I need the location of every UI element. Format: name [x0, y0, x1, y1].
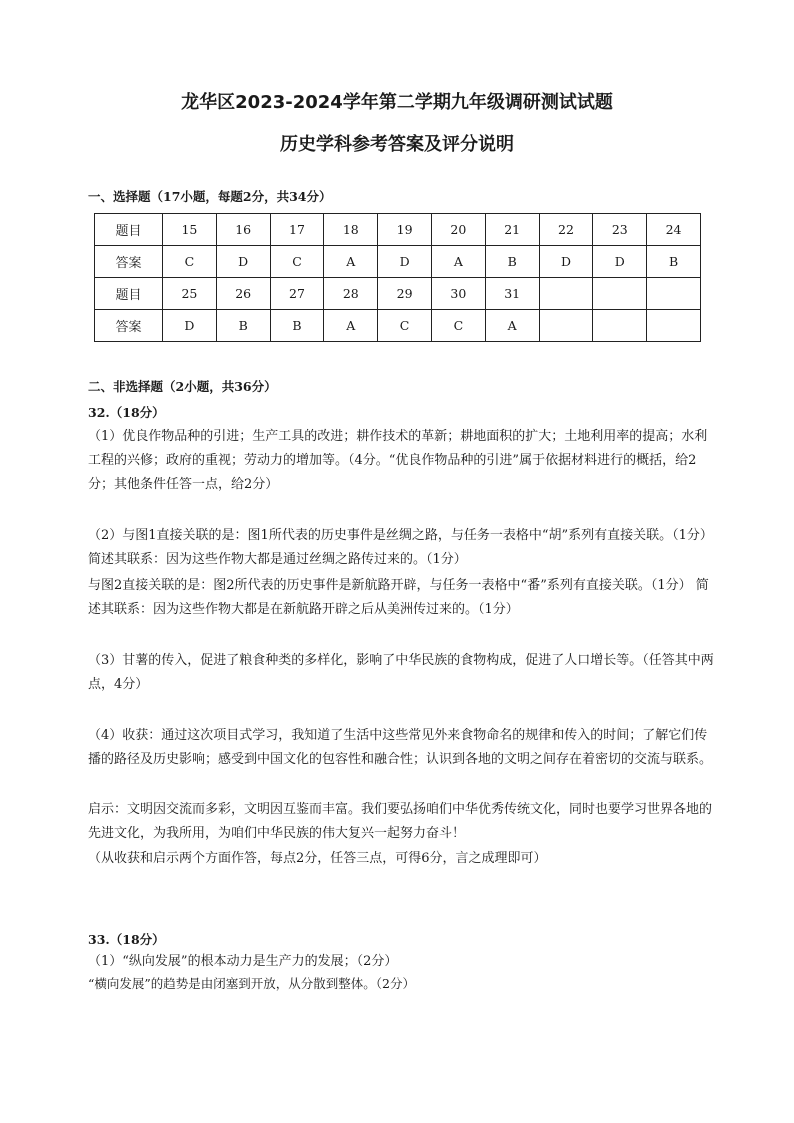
answer-table-cell: A — [324, 246, 378, 278]
answer-table-cell: 24 — [647, 214, 701, 246]
answer-table-row — [95, 278, 701, 310]
q32-part2-fig1: （2）与图1直接关联的是：图1所代表的历史事件是丝绸之路，与任务一表格中“胡”系列有直接关联。（1分） 简述其联系：因为这些作物大都是通过丝绸之路传过来的。（1分） — [88, 528, 713, 567]
answer-table-cell: D — [163, 310, 217, 342]
answer-table-row-label: 题目 — [95, 278, 163, 310]
q33-heading: 33.（18分） — [88, 932, 165, 947]
answer-table-cell: 20 — [431, 214, 485, 246]
answer-table-cell: 29 — [378, 278, 432, 310]
answer-table-cell — [539, 310, 593, 342]
answer-table-cell — [539, 278, 593, 310]
answer-table-cell: 22 — [539, 214, 593, 246]
answer-table-row — [95, 214, 701, 246]
answer-table-cell: 19 — [378, 214, 432, 246]
answer-table-cell: A — [431, 246, 485, 278]
answer-table-cell: 17 — [270, 214, 324, 246]
answer-table-cell: 27 — [270, 278, 324, 310]
answer-table-cell: B — [485, 246, 539, 278]
answer-table-cell: 23 — [593, 214, 647, 246]
q33-part1-line1: （1）“纵向发展”的根本动力是生产力的发展；（2分） — [88, 954, 398, 969]
answer-table-cell: A — [485, 310, 539, 342]
answer-table-cell: 15 — [163, 214, 217, 246]
answer-table-cell: C — [270, 246, 324, 278]
answer-table-cell: C — [378, 310, 432, 342]
answer-table-cell — [647, 310, 701, 342]
answer-table-cell — [647, 278, 701, 310]
answer-table-row-label: 答案 — [95, 246, 163, 278]
q32-heading: 32.（18分） — [88, 405, 165, 420]
answer-table-cell — [593, 310, 647, 342]
page-title: 龙华区2023-2024学年第二学期九年级调研测试试题 — [181, 92, 613, 113]
answer-table-cell: A — [324, 310, 378, 342]
answer-table-row-label: 题目 — [95, 214, 163, 246]
answer-table-row — [95, 246, 701, 278]
q32-part2-fig2: 与图2直接关联的是：图2所代表的历史事件是新航路开辟，与任务一表格中“番”系列有直接关联。（1分） 简述其联系：因为这些作物大都是在新航路开辟之后从美洲传过来的。（1分） — [88, 578, 709, 617]
q33-part1-line2: “横向发展”的趋势是由闭塞到开放，从分散到整体。（2分） — [88, 976, 415, 991]
answer-table-cell: C — [163, 246, 217, 278]
q32-part1: （1）优良作物品种的引进；生产工具的改进；耕作技术的革新；耕地面积的扩大；土地利用率的提高；水利工程的兴修；政府的重视；劳动力的增加等。（4分。“优良作物品种的引进”属于依据材料进行的概括，给2分；其他条件任答一点，给2分） — [88, 429, 708, 492]
answer-table-cell: D — [378, 246, 432, 278]
q32-part4-insight: 启示：文明因交流而多彩，文明因互鉴而丰富。我们要弘扬咱们中华优秀传统文化，同时也要学习世界各地的先进文化，为我所用，为咱们中华民族的伟大复兴一起努力奋斗！ — [88, 802, 713, 841]
answer-table-cell: 28 — [324, 278, 378, 310]
answer-table-cell: 16 — [216, 214, 270, 246]
answer-table-cell: D — [593, 246, 647, 278]
answer-table-cell: 30 — [431, 278, 485, 310]
answer-table-cell — [593, 278, 647, 310]
answer-table-row — [95, 310, 701, 342]
answer-table-cell: B — [647, 246, 701, 278]
answer-table — [94, 213, 701, 342]
answer-table-cell: 26 — [216, 278, 270, 310]
q32-part4-gains: （4）收获：通过这次项目式学习，我知道了生活中这些常见外来食物命名的规律和传入的时间；了解它们传播的路径及历史影响；感受到中国文化的包容性和融合性；认识到各地的文明之间存在着密切的交流与联系。 — [88, 728, 713, 767]
page-subtitle: 历史学科参考答案及评分说明 — [280, 134, 514, 155]
answer-table-cell: 21 — [485, 214, 539, 246]
q32-part4-scoring: （从收获和启示两个方面作答，每点2分，任答三点，可得6分，言之成理即可） — [88, 851, 547, 866]
answer-table-cell: 25 — [163, 278, 217, 310]
answer-table-row-label: 答案 — [95, 310, 163, 342]
section-choice-heading: 一、选择题（17小题，每题2分，共34分） — [88, 189, 332, 204]
answer-table-cell: B — [216, 310, 270, 342]
answer-table-cell: B — [270, 310, 324, 342]
section-nonchoice-heading: 二、非选择题（2小题，共36分） — [88, 379, 277, 394]
answer-table-cell: 31 — [485, 278, 539, 310]
answer-table-cell: D — [539, 246, 593, 278]
answer-table-cell: C — [431, 310, 485, 342]
answer-table-cell: D — [216, 246, 270, 278]
q32-part3: （3）甘薯的传入，促进了粮食种类的多样化，影响了中华民族的食物构成，促进了人口增长等。（任答其中两点，4分） — [88, 653, 714, 692]
answer-table-cell: 18 — [324, 214, 378, 246]
